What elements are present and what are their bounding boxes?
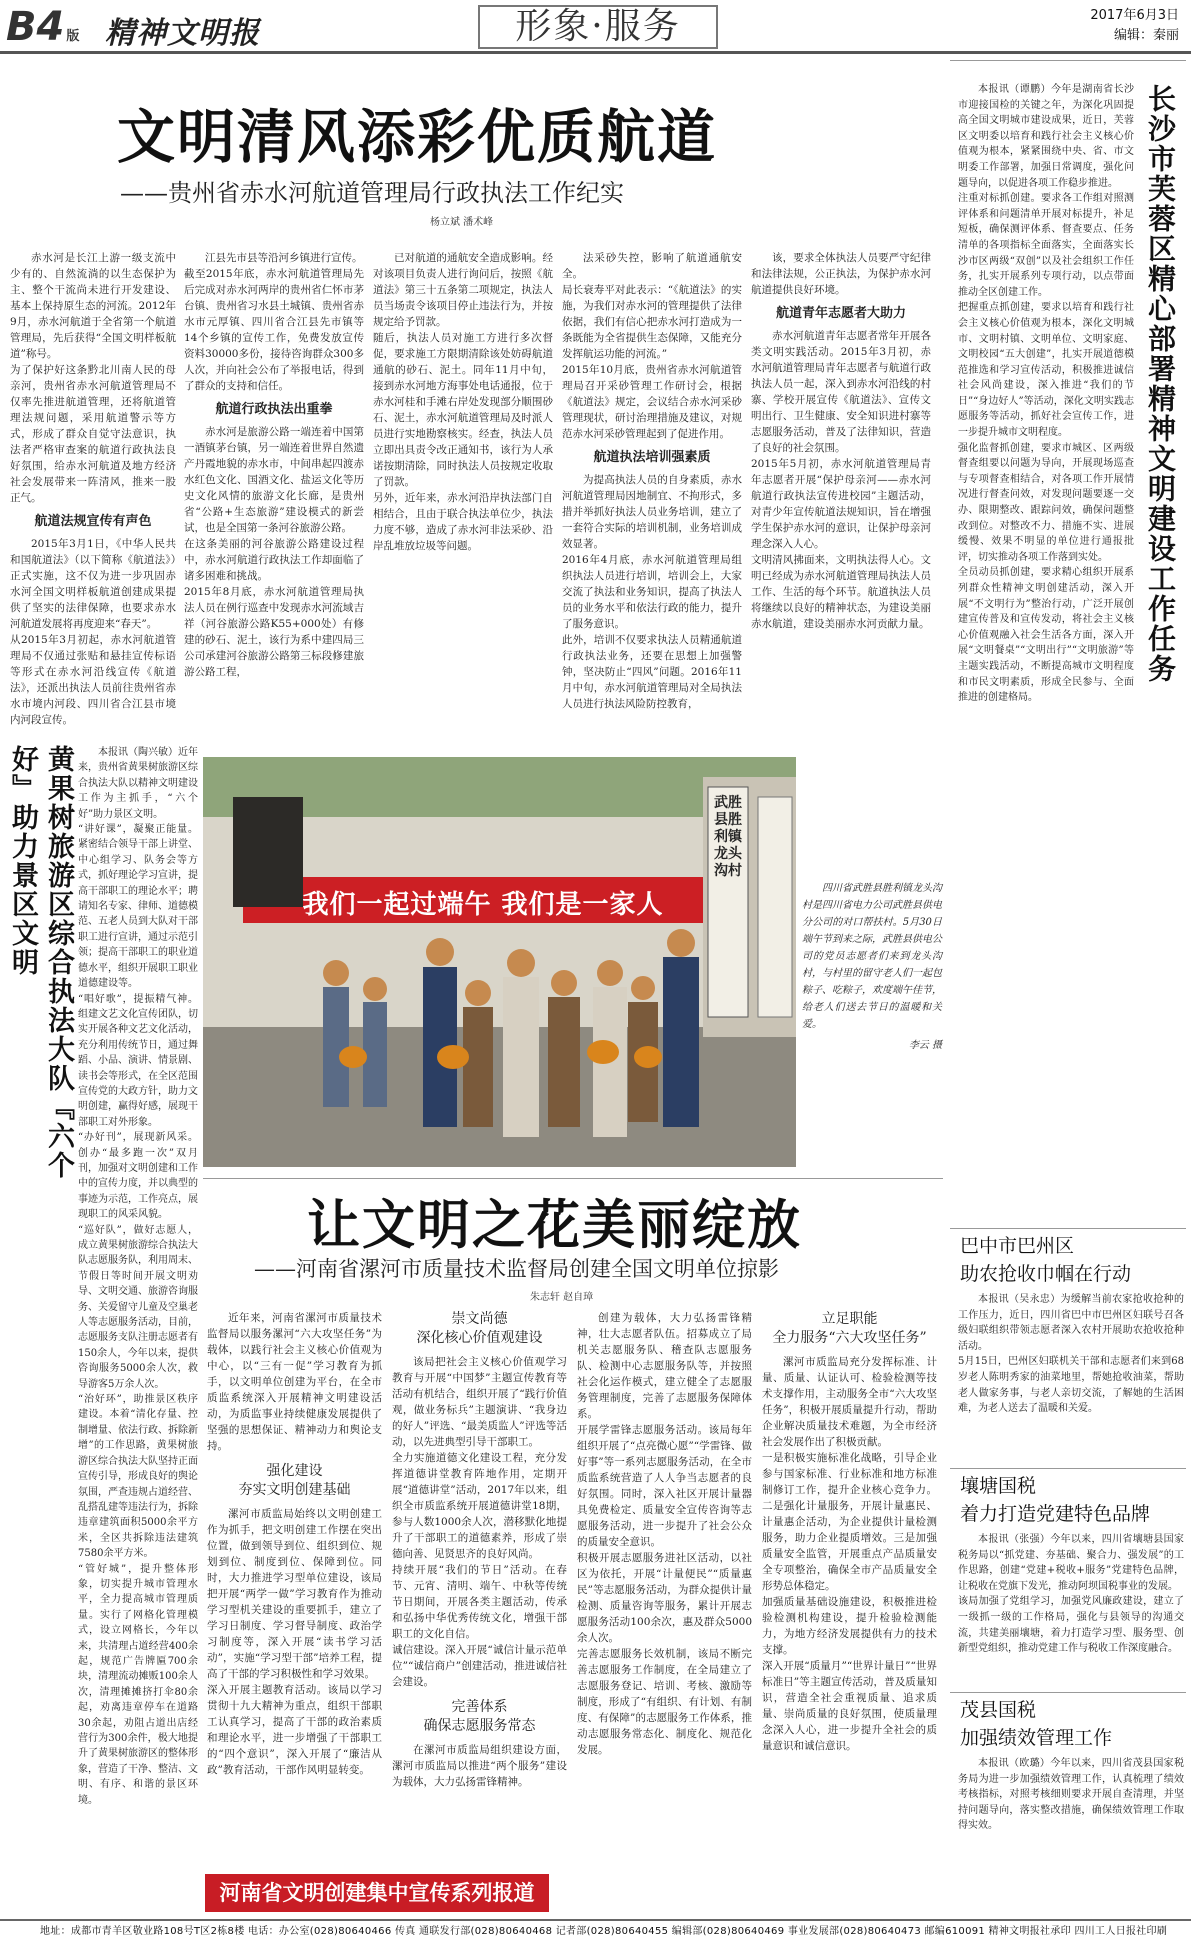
second-story-subtitle: ——河南省漯河市质量技术监督局创建全国文明单位掠影 xyxy=(254,1257,779,1281)
left-story-text: 本报讯（陶兴敏）近年来，贵州省黄果树旅游区综合执法大队以精神文明建设工作为主抓手，“六个好”助力景区文明。 “讲好课”，凝聚正能量。紧密结合领导干部上讲堂、中心组学习、队务会等方式，抓好理论学习宣讲，提高干部职工的理论水平；聘请知名专家、律师、道德模范、五老人员到大队对干部职工进行宣讲，通过示范引领；提高干部职工的职业道德水平，组织开展职工职业道德建设等。 “唱好歌”，提振精气神。组建文艺文化宣传团队，切实开展各种文艺文化活动，充分利用传统节日，通过舞蹈、小品、演讲、情景剧、读书会等形式，在全区范围宣传党的大政方针，助力文明创建，赢得好感，展现干部职工对外形象。 “办好刊”，展现新风采。创办“最多跑一次”双月刊，加强对文明创建和工作中的宣传力度，并以典型的事迹为示范，工作亮点，展现职工的风采风貌。 “巡好队”，做好志愿人，成立黄果树旅游综合执法大队志愿服务队，利用周末、节假日等时间开展文明劝导、文明交通、旅游咨询服务、关爱留守儿童及空巢老人等志愿服务活动，目前，志愿服务支队注册志愿者有150余人，今年以来，提供咨询服务5000余人次，救导游客5万余人次。 “治好环”，助推景区秩序建设。本着“清化存量、控制增量、依法行政、拆除新增”的工作思路，黄果树旅游区综合执法大队坚持正面宣传引导，形成良好的舆论氛围，严查违规占道经营、乱搭乱建等违法行为，拆除违章建筑面积5000余平方米，全区共拆除违法建筑7580余平方米。 “管好城”，提升整体形象，切实提升城市管理水平，全力提高城市管理质量。实行了网格化管理模式，设立网格长，今年以来，共清理占道经营400余起，规范广告牌匾700余块，清理流动摊贩100余人次，清理摊摊挤打伞80余起，劝离违章停车在道路30余起，劝阻占道出店经营行为300余件，极大地提升了黄果树旅游区的整体形象，营造了干净、整洁、文明、有序、和谐的景区环境。 xyxy=(78,747,198,1806)
second-story-column-4: 立足职能 全力服务“六大攻坚任务” 漯河市质监局充分发挥标准、计量、质量、认证认可、检验检测等技术支撑作用，主动服务全市“六大攻坚任务”，积极开展质量提升行动，帮助企业解决质量技术难题，为全市经济社会发展作出了积极贡献。 一是积极实施标准化战略，引导企业参与国家标准、行业标准和地方标准制修订工作，提升企业核心竞争力。二是强化计量服务，开展计量惠民、计量惠企活动，为企业提供计量检测服务，助力企业提质增效。三是加强质量安全监管，开展重点产品质量安全专项整治，确保全市产品质量安全形势总体稳定。 加强质量基础设施建设，积极推进检验检测机构建设，提升检验检测能力，为地方经济发展提供有力的技术支撑。 深入开展“质量月”“世界计量日”“世界标准日”等主题宣传活动，普及质量知识，营造全社会重视质量、追求质量、崇尚质量的良好氛围，使质量理念深入人心，进一步提升全社会的质量意识和诚信意识。 xyxy=(762,1311,937,1752)
second-story-column-1: 近年来，河南省漯河市质量技术监督局以服务漯河“六大攻坚任务”为载体，以践行社会主义核心价值观为中心，以“三有一促”学习教育为抓手，以文明单位创建为平台，在全市质监系统深入开展精神文明建设活动，为质监事业持续健康发展提供了坚强的思想保证、精神动力和舆论支持。 强化建设 夯实文明创建基础 漯河市质监局始终以文明创建工作为抓手，把文明创建工作摆在突出位置，做到领导到位、组织到位、规划到位、制度到位、保障到位。同时，大力推进学习型单位建设，该局把开展“两学一做”学习教育作为推动学习型机关建设的重要抓手，建立了学习日制度、学习督导制度、政治学习制度等，深入开展“读书学习活动”，实施“学习型干部”培养工程，提高了干部的学习积极性和学习效果。 深入开展主题教育活动。该局以学习贯彻十九大精神为重点，组织干部职工认真学习，提高了干部的政治素质和理论水平，进一步增强了干部职工的“四个意识”，深入开展了“廉洁从政”教育活动，干部作风明显转变。 xyxy=(207,1312,382,1776)
subheading: 强化建设 夯实文明创建基础 xyxy=(238,1463,351,1498)
brief-1-title: 巴中市巴州区 助农抢收巾帼在行动 xyxy=(960,1235,1132,1285)
second-story-byline: 朱志轩 赵自璋 xyxy=(530,1292,594,1303)
second-story-column-3: 创建为载体，大力弘扬雷锋精神，壮大志愿者队伍。招募成立了局机关志愿服务队、稽查队志愿服务队、检测中心志愿服务队等，并按照社会化运作模式，建立健全了志愿服务管理制度，完善了志愿服务保障体系。 开展学雷锋志愿服务活动。该局每年组织开展了“点亮微心愿”“学雷锋、做好事”等一系列志愿服务活动，在全市质监系统营造了人人争当志愿者的良好氛围。同时，深入社区开展计量器具免费检定、质量安全宣传咨询等志愿服务活动，进一步提升了社会公众的质量安全意识。 积极开展志愿服务进社区活动，以社区为依托，开展“计量便民”“质量惠民”等志愿服务活动，为群众提供计量检测、质量咨询等服务，累计开展志愿服务活动100余次，惠及群众5000余人次。 完善志愿服务长效机制，该局不断完善志愿服务工作制度，在全局建立了志愿服务登记、培训、考核、激励等制度，形成了“有组织、有计划、有制度、有保障”的志愿服务工作体系，推动志愿服务常态化、制度化、规范化发展。 xyxy=(577,1312,752,1756)
photo-credit: 李云 摄 xyxy=(908,1040,942,1051)
second-story-column-2: 崇文尚德 深化核心价值观建设 该局把社会主义核心价值观学习教育与开展“中国梦”主题宣传教育等活动有机结合，组织开展了“践行价值观，做业务标兵”主题演讲、“我身边的好人”评选、“最美质监人”评选等活动，以先进典型引导干部职工。 全力实施道德文化建设工程，充分发挥道德讲堂教育阵地作用，定期开展“道德讲堂”活动，2017年以来，组织全市质监系统开展道德讲堂18期，参与人数1000余人次，潜移默化地提升了干部职工的道德素养，形成了崇德向善、见贤思齐的良好风尚。 持续开展“我们的节日”活动。在春节、元宵、清明、端午、中秋等传统节日期间，开展各类主题活动，传承和弘扬中华优秀传统文化，增强干部职工的文化自信。 诚信建设。深入开展“诚信计量示范单位”“诚信商户”创建活动，推进诚信社会建设。 完善体系 确保志愿服务常态 在漯河市质监局组织建设方面，漯河市质监局以推进“两个服务”建设为载体，大力弘扬雷锋精神。 xyxy=(392,1311,567,1788)
news-photo xyxy=(203,757,796,1167)
main-story-column-5: 该，要求全体执法人员要严守纪律和法律法规，公正执法，为保护赤水河航道提供良好环境。 航道青年志愿者大助力 赤水河航道青年志愿者常年开展各类文明实践活动。2015年3月初，赤水河航道管理局青年志愿者与航道行政执法人员一起，深入到赤水河沿线的村寨、学校开展宣传《航道法》、宣传文明出行、卫生健康、安全知识进村寨等志愿服务活动，普及了法律知识，营造了良好的社会氛围。 2015年5月初，赤水河航道管理局青年志愿者开展“保护母亲河——赤水河航道行政执法宣传进校园”主题活动，对青少年宣传航道法规知识，旨在增强学生保护赤水河的意识，让保护母亲河理念深入人心。 文明清风拂面来，文明执法得人心。文明已经成为赤水河航道管理局执法人员工作、生活的每个环节。航道执法人员将继续以良好的精神状态，为建设美丽赤水航道，建设美丽赤水河贡献力量。 xyxy=(751,252,931,630)
brief-2-text: 本报讯（张强）今年以来，四川省壤塘县国家税务局以“抓党建、夯基础、聚合力、强发展”的工作思路，创建“党建+税收+服务”党建特色品牌，让税收在党旗下发光，推动阿坝国税事业的发展。 该局加强了党组学习，加强党风廉政建设，建立了一级抓一级的工作格局，强化与县领导的沟通交流，共建美丽壤塘，着力打造学习型、服务型、创新型党组织，推动党建工作与税收工作深度融合。 xyxy=(958,1534,1184,1655)
right-story-text: 本报讯（谭鹏）今年是湖南省长沙市迎接国检的关键之年，为深化巩固提高全国文明城市建设成果，近日，芙蓉区文明委以培育和践行社会主义核心价值观为根本，紧紧围绕中央、省、市文明委工作部署，加强日常调度，强化问题导向，以促进各项工作稳步推进。 注重对标抓创建。要求各工作组对照测评体系和问题清单开展对标提升，补足短板，确保测评体系、督查要点、任务清单的各项指标全面落实，全面落实长沙市区两级“双创”以及社会组织工作任务，扎实开展系列专项行动，以点带面推动全区创建工作。 把握重点抓创建，要求以培育和践行社会主义核心价值观为根本，深化文明城市、文明村镇、文明单位、文明家庭、文明校园“五大创建”，扎实开展道德模范推选和学习宣传活动，积极推进诚信社会风尚建设，深入推进“我们的节日”“身边好人”等活动，深化文明实践志愿服务等活动，抓好社会宣传工作，进一步提升城市文明程度。 强化监督抓创建，要求市城区、区两级督查组要以问题为导向，开展现场巡查与专项督查相结合，对各项工作开展情况进行督查问效，对发现问题要逐一交办、限期整改、跟踪问效，确保问题整改到位。对整改不力、措施不实、进展缓慢、效果不明显的单位进行通报批评，切实推动各项工作落到实处。 全员动员抓创建，要求精心组织开展系列群众性精神文明创建活动，深入开展“不文明行为”整治行动，广泛开展创建宣传普及和宣传发动，将社会主义核心价值观融入社会生活各方面，深入开展“文明餐桌”“文明出行”“文明旅游”等主题实践活动，不断提高城市文明程度和市民文明素质，形成全民参与、全面推进的创建格局。 xyxy=(958,84,1134,704)
main-story-column-1: 赤水河是长江上游一级支流中少有的、自然流淌的以生态保护为主、整个干流尚未进行开发建设、基本上保持原生态的河流。2012年9月，赤水河航道于全省第一个航道管理局，先后获得“全国文明样板航道”称号。 为了保护好这条黔北川南人民的母亲河，贵州省赤水河航道管理局不仅率先推进航道管理，还将航道管理法规问题，采用航道警示等方式，形成了群众自觉守法意识，执法者严格审查案的航道行政执法良好氛围，给赤水河航道及地方经济社会发展带来一阵清风，推来一股正气。 航道法规宣传有声色 2015年3月1日，《中华人民共和国航道法》（以下简称《航道法》）正式实施，这不仅为进一步巩固赤水河全国文明样板航道创建成果提供了坚实的法律保障，也要求赤水河航道发展将再度迎来“春天”。 从2015年3月初起，赤水河航道管理局不仅通过张贴和悬挂宣传标语等形式在赤水河沿线宣传《航道法》，还派出执法人员前往贵州省赤水市境内河段、四川省合江县市境内河段宣传。 xyxy=(10,252,176,726)
photo-banner-text: 我们一起过端午 我们是一家人 xyxy=(302,890,664,920)
page-number: B4 版 xyxy=(6,4,80,50)
subheading: 完善体系 确保志愿服务常态 xyxy=(423,1699,536,1734)
brief-3-text: 本报讯（欧璐）今年以来，四川省茂县国家税务局为进一步加强绩效管理工作，认真梳理了绩效考核指标，对照考核细则要求开展自查清理，并坚持问题导向，落实整改措施，确保绩效管理工作取得实效。 xyxy=(958,1758,1184,1832)
photo-illustration xyxy=(203,757,796,1167)
issue-date: 2017年6月3日 编辑：秦丽 xyxy=(1090,6,1179,46)
subheading: 航道行政执法出重拳 xyxy=(215,402,333,417)
main-story-column-3: 已对航道的通航安全造成影响。经对该项目负责人进行询问后，按照《航道法》第三十五条第二项规定，执法人员当场责令该项目停止违法行为，并按规定给予罚款。 随后，执法人员对施工方进行多次督促，要求施工方限期清除该处妨碍航道通航的砂石、泥土。同年11月中旬，接到赤水河地方海事处电话通报，位于赤水河桂和手滩右岸处发现部分顺围砂石、泥土，赤水河航道管理局及时派人员进行实地勘察核实。经查，执法人员立即出具责令改正通知书，该行为人承诺按期清除，同时执法人员按规定收取了罚款。 另外，近年来，赤水河沿岸执法部门自相结合，且由于联合执法单位少，执法力度不够，造成了赤水河非法采砂、沿岸乱堆放垃圾等问题。 xyxy=(373,252,553,552)
main-story-column-4: 法采砂失控，影响了航道通航安全。 局长衰寿平对此表示：“《航道法》的实施，为我们对赤水河的管理提供了法律依据，我们有信心把赤水河打造成为一条既能为全省提供生态保障，又能充分发挥航运功能的河流。” 2015年10月底，贵州省赤水河航道管理局召开采砂管理工作研讨会，根据《航道法》规定，会议结合赤水河采砂管理现状，研讨治理措施及建议，对规范赤水河采砂管理起到了促进作用。 航道执法培训强素质 为提高执法人员的自身素质，赤水河航道管理局因地制宜、不拘形式，多措并举抓好执法人员业务培训，建立了一套符合实际的培训机制，业务培训成效显著。 2016年4月底，赤水河航道管理局组织执法人员进行培训，培训会上，大家交流了执法和业务知识，提高了执法人员的业务水平和依法行政的能力，提升了服务意识。 此外，培训不仅要求执法人员精通航道行政执法业务，还要在思想上加强警钟，坚决防止“四风”问题。2016年11月中旬，赤水河航道管理局对全局执法人员进行执法风险防控教育， xyxy=(562,252,742,710)
subheading: 航道青年志愿者大助力 xyxy=(775,306,906,321)
subheading: 立足职能 全力服务“六大攻坚任务” xyxy=(772,1311,927,1346)
page-footer: 地址：成都市青羊区敬业路108号T区2栋8楼 电话：办公室(028)80640466 传真 通联发行部(028)80640468 记者部(028)80640455 编辑部(028)80640469 事业发展部(028)80640473 邮编610091 精神文明报社承印 四川工人日报社印刷 xyxy=(0,1919,1191,1943)
left-story-title: 黄果树旅游区综合执法大队『六个好』助力景区文明 xyxy=(7,745,74,1180)
subheading: 航道法规宣传有声色 xyxy=(34,514,152,529)
brief-1-text: 本报讯（吴永忠）为缓解当前农家抢收抢种的工作压力，近日，四川省巴中市巴州区妇联号召各级妇联组织带领志愿者深入农村开展助农抢收抢种活动。 5月15日，巴州区妇联机关干部和志愿者们来到68岁老人陈明秀家的油菜地里，帮她抢收油菜，帮助老人做家务事，与老人亲切交流，了解她的生活困难，为老人送去了温暖和关爱。 xyxy=(958,1294,1184,1415)
right-story-title: 长沙市芙蓉区精心部署精神文明建设工作任务 xyxy=(1144,84,1177,684)
brief-2-title: 壤塘国税 着力打造党建特色品牌 xyxy=(960,1475,1151,1525)
series-banner: 河南省文明创建集中宣传系列报道 xyxy=(205,1874,549,1912)
editor-credit: 编辑：秦丽 xyxy=(1113,28,1179,43)
subheading: 航道执法培训强素质 xyxy=(593,450,711,465)
main-story-title: 文明清风添彩优质航道 xyxy=(117,103,718,171)
main-story-column-2: 江县先市县等沿河乡镇进行宣传。 截至2015年底，赤水河航道管理局先后完成对赤水河两岸的贵州省仁怀市茅台镇、贵州省习水县土城镇、贵州省赤水市元厚镇、四川省合江县先市镇等14个乡镇的宣传工作，免费发放宣传资料30000多份，接待咨询群众300多人次，并向社会公布了举报电话，得到了群众的支持和信任。 航道行政执法出重拳 赤水河是旅游公路一端连着中国第一酒镇茅台镇，另一端连着世界自然遗产丹霞地貌的赤水市，中间串起四渡赤水红色文化、国酒文化、盐运文化等历史文化风情的旅游文化长廊，是贵州省“公路+生态旅游”建设模式的新尝试，也是全国第一条河谷旅游公路。 在这条美丽的河谷旅游公路建设过程中，赤水河航道行政执法工作却面临了诸多困难和挑战。 2015年8月底，赤水河航道管理局执法人员在例行巡查中发现赤水河流域吉祥（河谷旅游公路K55+000处）有修建的砂石、泥土，该行为系中建四局三公司承建河谷旅游公路第三标段修建旅游公路工程， xyxy=(184,252,364,678)
main-story-subtitle: ——贵州省赤水河航道管理局行政执法工作纪实 xyxy=(120,179,624,207)
photo-sign-text: 武胜县胜利镇龙头沟村 xyxy=(714,795,742,879)
photo-caption: 四川省武胜县胜利镇龙头沟村是四川省电力公司武胜县供电分公司的对口帮扶村。5月30日端午节到来之际，武胜县供电公司的党员志愿者们来到龙头沟村，与村里的留守老人们一起包粽子、吃粽子，欢度端午佳节，给老人们送去节日的温暖和关爱。 李云 摄 xyxy=(802,880,942,1150)
section-title: 形象·服务 xyxy=(478,5,718,49)
main-story-byline: 杨立斌 潘术峰 xyxy=(430,217,494,228)
paper-logo: 精神文明报 xyxy=(105,16,260,51)
brief-3-title: 茂县国税 加强绩效管理工作 xyxy=(960,1699,1113,1749)
second-story-title: 让文明之花美丽绽放 xyxy=(307,1194,802,1256)
subheading: 崇文尚德 深化核心价值观建设 xyxy=(416,1311,543,1346)
